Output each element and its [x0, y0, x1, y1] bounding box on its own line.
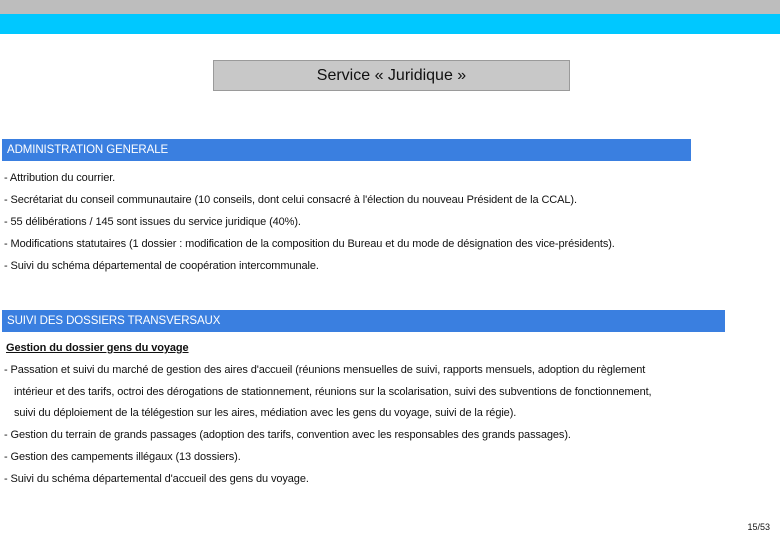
page-number: 15/53 — [747, 522, 770, 532]
list-item-continuation: intérieur et des tarifs, octroi des dérogations de stationnement, réunions sur la scolarisation, suivi des subventions de fonctionnement, — [14, 386, 652, 398]
list-item: - Suivi du schéma départemental d'accueil des gens du voyage. — [4, 473, 309, 485]
section-header-administration: ADMINISTRATION GENERALE — [2, 139, 691, 161]
list-item: - Secrétariat du conseil communautaire (10 conseils, dont celui consacré à l'élection du nouveau Président de la CCAL). — [4, 194, 577, 206]
list-item: - Gestion des campements illégaux (13 dossiers). — [4, 451, 241, 463]
top-band-gray — [0, 0, 780, 14]
list-item: - Passation et suivi du marché de gestion des aires d'accueil (réunions mensuelles de suivi, rapports mensuels, adoption du règlement — [4, 364, 646, 376]
section-header-dossiers-transversaux: SUIVI DES DOSSIERS TRANSVERSAUX — [2, 310, 725, 332]
page-title: Service « Juridique » — [213, 60, 570, 91]
list-item: - Gestion du terrain de grands passages (adoption des tarifs, convention avec les responsables des grands passages). — [4, 429, 571, 441]
list-item: - Modifications statutaires (1 dossier : modification de la composition du Bureau et du mode de désignation des vice-présidents). — [4, 238, 615, 250]
list-item-continuation: suivi du déploiement de la télégestion sur les aires, médiation avec les gens du voyage, suivi de la régie). — [14, 407, 517, 419]
list-item: - 55 délibérations / 145 sont issues du service juridique (40%). — [4, 216, 301, 228]
top-band-cyan — [0, 14, 780, 34]
list-item: - Suivi du schéma départemental de coopération intercommunale. — [4, 260, 319, 272]
sub-heading-gens-du-voyage: Gestion du dossier gens du voyage — [6, 342, 189, 354]
list-item: - Attribution du courrier. — [4, 172, 116, 184]
